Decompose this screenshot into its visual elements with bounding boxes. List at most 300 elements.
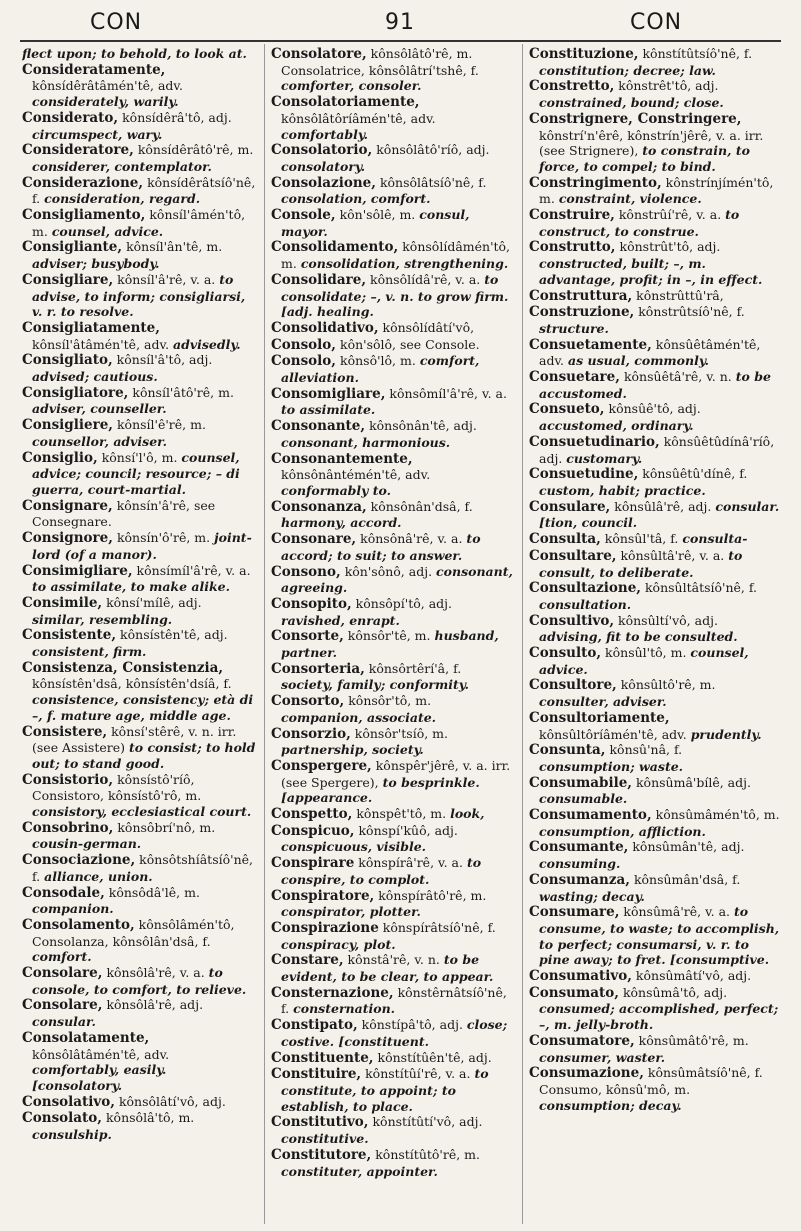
definition: consonant, harmonious. (281, 434, 451, 450)
pronunciation-grammar: kônsônântémén'tê, adv. (281, 467, 431, 483)
pronunciation-grammar: kônstítûtô'rê, m. (375, 1146, 481, 1162)
pronunciation-grammar: kônsôlâ'tô, m. (105, 1110, 195, 1126)
headword: Consulare, (529, 498, 611, 515)
pronunciation-grammar: kônstrûttû'râ, (636, 287, 724, 303)
headword: Consideratamente, (22, 61, 166, 78)
definition: to assimilate, to make alike. (32, 579, 230, 595)
pronunciation-grammar: kônsûmâtí'vô, adj. (635, 968, 752, 984)
dictionary-entry (529, 677, 781, 709)
headword: Constipato, (271, 1017, 358, 1034)
definition: accustomed, ordinary. (539, 418, 694, 434)
dictionary-entry (529, 207, 781, 239)
definition: society, family; conformity. (281, 677, 469, 693)
definition: consistory, ecclesiastical court. (32, 804, 252, 820)
definition: counsel, advice. (51, 223, 164, 239)
pronunciation-grammar: kônspêr'jêrê, v. a. irr. (see Spergere), (281, 757, 511, 790)
pronunciation-grammar: kônsûl'tâ, f. (604, 531, 679, 547)
definition: advising, fit to be consulted. (539, 629, 738, 645)
dictionary-entry (529, 111, 781, 175)
headword: Conspiratore, (271, 887, 375, 904)
definition: comfort, alleviation. (281, 353, 480, 386)
headword: Consultore, (529, 677, 617, 694)
pronunciation-grammar: kônsômíl'â'rê, v. a. (389, 385, 507, 401)
pronunciation-grammar: kônspírâtsíô'nê, f. (382, 919, 496, 935)
definition: consumption; waste. (539, 758, 684, 774)
dictionary-entry (22, 320, 258, 352)
headword: Consigliatamente, (22, 319, 160, 336)
pronunciation-grammar: kônsôdâ'lê, m. (108, 884, 200, 900)
pronunciation-grammar: kônsídêrâtsíô'nê, f. (32, 174, 256, 207)
headword: Consonare, (271, 531, 357, 548)
column-divider (522, 44, 523, 1224)
headword: Conspirazione (271, 919, 379, 936)
definition: to be accustomed. (539, 369, 771, 401)
definition: comfort. (32, 949, 92, 965)
dictionary-entry (22, 352, 258, 384)
definition: consul, mayor. (281, 207, 470, 239)
pronunciation-grammar: kônsônân'tê, adj. (369, 418, 477, 434)
definition: companion. (32, 901, 114, 917)
definition: adviser; busybody. (32, 256, 160, 272)
definition: wasting; decay. (539, 888, 645, 904)
definition: to consume, to waste; to accomplish, to perfect; consumarsi, v. r. to pine away; to fret. [consumptive. (539, 904, 780, 968)
headword: Construtto, (529, 239, 616, 256)
headword: Consulta, (529, 531, 601, 548)
pronunciation-grammar: kônspírâtô'rê, m. (378, 887, 487, 903)
pronunciation-grammar: kônsín'â'rê, see Consegnare. (32, 497, 216, 530)
headword: Consuetamente, (529, 336, 652, 353)
pronunciation-grammar: kônsûmâtô'rê, m. (638, 1032, 749, 1048)
headword: Considerato, (22, 109, 119, 126)
dictionary-entry (529, 499, 781, 531)
pronunciation-grammar: kônsôlídâ'rê, v. a. (370, 271, 481, 287)
dictionary-entry (271, 175, 515, 207)
headword: Consulto, (529, 645, 602, 662)
headword: Consumante, (529, 839, 629, 856)
definition: consumer, waster. (539, 1049, 666, 1065)
definition: close; costive. [constituent. (281, 1017, 508, 1049)
dictionary-entry (271, 1050, 515, 1067)
headword: Consonante, (271, 418, 366, 435)
definition: to construct, to construe. (539, 207, 740, 239)
definition: husband, partner. (281, 628, 499, 661)
definition: prudently. (690, 726, 762, 742)
running-head-right: CON (630, 10, 683, 35)
dictionary-entry (529, 304, 781, 336)
pronunciation-grammar: kônsôlâtô'ríô, adj. (376, 142, 490, 158)
pronunciation-grammar: kônstípâ'tô, adj. (361, 1017, 463, 1033)
headword: Consultare, (529, 547, 617, 564)
definition: to constrain, to force, to compel; to bind. (539, 143, 750, 174)
dictionary-entry (529, 401, 781, 433)
dictionary-entry (22, 917, 258, 965)
pronunciation-grammar: kônsô'lô, m. (340, 353, 416, 369)
definition: constrained, bound; close. (539, 95, 724, 111)
definition: consumable. (539, 791, 628, 807)
pronunciation-grammar: kônstítûên'tê, adj. (377, 1049, 492, 1065)
headword: Consolazione, (271, 174, 376, 191)
pronunciation-grammar: kônstrûtsíô'nê, f. (638, 304, 745, 320)
pronunciation-grammar: kônsí'stêrê, v. n. irr. (see Assistere) (32, 723, 237, 756)
running-head-left: CON (90, 10, 143, 35)
dictionary-entry (22, 852, 258, 884)
dictionary-entry (529, 337, 781, 369)
dictionary-entry (529, 985, 781, 1033)
definition: comfortably, easily. [consolatory. (32, 1062, 167, 1093)
dictionary-entry (529, 531, 781, 548)
pronunciation-grammar: kônstrût'tô, adj. (619, 239, 721, 255)
definition: considerately, warily. (32, 94, 179, 110)
definition: consuming. (539, 856, 621, 872)
pronunciation-grammar: kônsíl'âtô'rê, m. (132, 384, 234, 400)
dictionary-entry (271, 320, 515, 337)
dictionary-entry (271, 806, 515, 823)
pronunciation-grammar: kônspí'kûô, adj. (358, 822, 458, 838)
dictionary-entry (529, 175, 781, 207)
definition: ravished, enrapt. (281, 612, 400, 628)
definition: counsel, advice; council; resource; – di guerra, court-martial. (32, 449, 240, 497)
headword: Consultazione, (529, 580, 641, 597)
headword: Consuetudinario, (529, 433, 660, 450)
headword: Consistorio, (22, 771, 114, 788)
definition: consolation, comfort. (281, 191, 431, 207)
definition: consumption; decay. (539, 1097, 682, 1113)
pronunciation-grammar: kônsídêrâ'tô, adj. (122, 109, 232, 125)
dictionary-entry (271, 531, 515, 563)
definition: look, (450, 806, 485, 822)
dictionary-entry (529, 288, 781, 305)
pronunciation-grammar: kônsôlâtsíô'nê, f. (379, 174, 487, 190)
headword: Consigliante, (22, 239, 123, 256)
headword: Consistere, (22, 723, 108, 740)
pronunciation-grammar: kônsôlâtí'vô, adj. (118, 1093, 226, 1109)
definition: advised; cautious. (32, 369, 158, 385)
definition: similar, resembling. (32, 611, 173, 627)
dictionary-entry (22, 724, 258, 772)
definition: consulter, adviser. (539, 694, 667, 710)
pronunciation-grammar: kônsíl'âtâmén'tê, adv. (32, 336, 170, 352)
pronunciation-grammar: kônsûmân'tê, adj. (632, 839, 745, 855)
pronunciation-grammar: kônsûmân'dsâ, f. (633, 871, 741, 887)
pronunciation-grammar: kônsûmâmén'tô, m. (655, 807, 780, 823)
dictionary-entry (22, 272, 258, 320)
dictionary-entry (22, 498, 258, 530)
definition: consultation. (539, 596, 632, 612)
dictionary-entry (22, 62, 258, 110)
dictionary-entry (529, 46, 781, 78)
headword: Consigliato, (22, 352, 113, 369)
pronunciation-grammar: kônsí'l'ô, m. (101, 449, 178, 465)
pronunciation-grammar: kônsûmâ'tô, adj. (622, 984, 728, 1000)
pronunciation-grammar: kônsûmâtsíô'nê, f. Consumo, kônsû'mô, m. (539, 1065, 763, 1097)
dictionary-entry (271, 46, 515, 94)
headword: Consigliere, (22, 417, 113, 434)
pronunciation-grammar: kônsûmâ'bílê, adj. (635, 774, 751, 790)
headword: Consociazione, (22, 852, 136, 869)
definition: constraint, violence. (558, 191, 702, 207)
definition: companion, associate. (281, 709, 437, 725)
dictionary-entry (529, 807, 781, 839)
definition: consulship. (32, 1127, 112, 1143)
headword: Consorzio, (271, 725, 351, 742)
headword: Consigliare, (22, 271, 114, 288)
pronunciation-grammar: kônsôbrí'nô, m. (117, 819, 216, 835)
pronunciation-grammar: kônsûêtâ'rê, v. n. (623, 369, 732, 385)
dictionary-entry (271, 823, 515, 855)
pronunciation-grammar: kôn'sôlê, m. (339, 207, 416, 223)
definition: to console, to comfort, to relieve. (32, 965, 247, 997)
dictionary-entry (529, 1065, 781, 1113)
dictionary-entry (529, 742, 781, 774)
headword: Constringimento, (529, 174, 662, 191)
dictionary-entry (271, 272, 515, 320)
dictionary-entry (22, 627, 258, 659)
dictionary-entry (271, 353, 515, 385)
pronunciation-grammar: kônsûltâtsíô'nê, f. (644, 580, 758, 596)
definition: to conspire, to complot. (281, 855, 482, 887)
headword: Constitutore, (271, 1146, 372, 1163)
pronunciation-grammar: kônsíl'â'tô, adj. (116, 352, 213, 368)
dictionary-entry (271, 451, 515, 499)
pronunciation-grammar: kônsôlídâtí'vô, (382, 319, 475, 335)
column-divider (264, 44, 265, 1224)
pronunciation-grammar: kônsíl'âmén'tô, m. (32, 207, 246, 239)
pronunciation-grammar: kônstrínjímén'tô, m. (539, 174, 774, 207)
headword: Consultivo, (529, 612, 615, 629)
dictionary-entry (22, 142, 258, 174)
dictionary-entry (271, 985, 515, 1017)
dictionary-entry (271, 386, 515, 418)
pronunciation-grammar: kônsôlídâmén'tô, m. (281, 239, 511, 272)
headword: Consueto, (529, 401, 605, 418)
headword: Consignare, (22, 497, 113, 514)
dictionary-entry (22, 110, 258, 142)
dictionary-entry (22, 46, 258, 62)
dictionary-entry (529, 548, 781, 580)
definition: constituter, appointer. (281, 1163, 438, 1179)
definition: constitutive. (281, 1131, 369, 1147)
definition: to accord; to suit; to answer. (281, 531, 481, 563)
headword: Conspicuo, (271, 822, 355, 839)
pronunciation-grammar: kônstítûtí'vô, adj. (372, 1114, 483, 1130)
pronunciation-grammar: kônspêt'tô, m. (356, 806, 447, 822)
dictionary-entry (22, 530, 258, 562)
headword: Construzione, (529, 304, 635, 321)
headword: Consigliatore, (22, 384, 129, 401)
definition: partnership, society. (281, 742, 424, 758)
headword: Constituzione, (529, 46, 639, 62)
pronunciation-grammar: kônsôr'tsíô, m. (354, 725, 449, 741)
pronunciation-grammar: kônsû'nâ, f. (609, 742, 683, 758)
headword: Consultoriamente, (529, 709, 670, 726)
dictionary-column-1 (22, 46, 258, 1221)
headword: Consopito, (271, 595, 352, 612)
pronunciation-grammar: kônsûltôríâmén'tê, adv. (539, 726, 687, 742)
dictionary-entry (529, 968, 781, 985)
definition: circumspect, wary. (32, 126, 163, 142)
dictionary-entry (271, 855, 515, 887)
pronunciation-grammar: kônsôr'tê, m. (347, 628, 431, 644)
dictionary-entry (529, 369, 781, 401)
headword: Consimile, (22, 594, 103, 611)
dictionary-entry (271, 418, 515, 450)
dictionary-entry (529, 1033, 781, 1065)
headword: Constretto, (529, 78, 615, 95)
dictionary-entry (22, 1110, 258, 1142)
headword: Consorto, (271, 693, 345, 710)
definition: to be evident, to be clear, to appear. (281, 952, 494, 985)
dictionary-entry (22, 965, 258, 997)
dictionary-entry (22, 820, 258, 852)
headword: Construttura, (529, 287, 633, 304)
headword: Consignore, (22, 530, 113, 547)
dictionary-entry (271, 499, 515, 531)
dictionary-entry (529, 839, 781, 871)
headword: Consolato, (22, 1110, 102, 1127)
definition: joint-lord (of a manor). (32, 530, 252, 562)
pronunciation-grammar: kônstrêt'tô, adj. (618, 78, 719, 94)
pronunciation-grammar: kônsídêrâtô'rê, m. (137, 142, 254, 158)
headword: Consuetare, (529, 369, 620, 386)
dictionary-entry (22, 772, 258, 820)
dictionary-entry (271, 94, 515, 142)
dictionary-entry (529, 645, 781, 677)
dictionary-entry (271, 1147, 515, 1179)
headword: Consolatamente, (22, 1029, 150, 1046)
headword: Consolativo, (22, 1093, 115, 1110)
definition: conspiracy, plot. (281, 936, 396, 952)
headword: Consumato, (529, 984, 619, 1001)
dictionary-entry (22, 450, 258, 498)
pronunciation-grammar: kônsístên'tê, adj. (120, 627, 228, 643)
pronunciation-grammar: kônsístô'ríô, Consistoro, kônsístô'rô, m. (32, 771, 202, 804)
definition: considerer, contemplator. (32, 158, 212, 174)
dictionary-entry (22, 660, 258, 724)
headword: Conspetto, (271, 806, 353, 823)
dictionary-entry (529, 775, 781, 807)
headword: Consonantemente, (271, 450, 413, 467)
dictionary-entry (271, 920, 515, 952)
headword: Consimigliare, (22, 562, 133, 579)
pronunciation-grammar: kônsûmâ'rê, v. a. (623, 904, 731, 920)
definition: to consolidate; –, v. n. to grow firm. [adj. healing. (281, 271, 509, 320)
pronunciation-grammar: kônsôpí'tô, adj. (355, 595, 452, 611)
headword: Conspergere, (271, 757, 372, 774)
pronunciation-grammar: kônsûlâ'rê, adj. (614, 498, 712, 514)
dictionary-entry (271, 142, 515, 174)
dictionary-entry (529, 580, 781, 612)
definition: consonant, agreeing. (281, 563, 513, 596)
pronunciation-grammar: kônsôlâ'rê, v. a. (106, 965, 205, 981)
definition: custom, habit; practice. (539, 482, 706, 498)
dictionary-entry (22, 239, 258, 271)
dictionary-entry (529, 466, 781, 498)
dictionary-entry (271, 628, 515, 660)
dictionary-entry (22, 885, 258, 917)
definition: customary. (566, 450, 643, 466)
pronunciation-grammar: kônsíl'â'rê, v. a. (117, 271, 216, 287)
dictionary-entry (22, 1030, 258, 1094)
headword: Considerazione, (22, 174, 144, 191)
headword: Consolidativo, (271, 319, 379, 336)
definition: harmony, accord. (281, 515, 402, 531)
dictionary-entry (271, 239, 515, 271)
dictionary-entry (22, 1094, 258, 1111)
definition: consolatory. (281, 158, 366, 174)
pronunciation-grammar: kônsûêtû'dínê, f. (642, 466, 748, 482)
pronunciation-grammar: kônsôlâmén'tô, Consolanza, kônsôlân'dsâ, f. (32, 916, 235, 949)
pronunciation-grammar: kônstítûtsíô'nê, f. (642, 46, 753, 61)
headword: Constituente, (271, 1049, 374, 1066)
dictionary-column-3 (529, 46, 781, 1221)
dictionary-entry (529, 904, 781, 968)
definition: consulta- (682, 531, 748, 547)
headword: Consodale, (22, 884, 105, 901)
pronunciation-grammar: kônsônâ'rê, v. a. (360, 531, 463, 547)
headword: Consolatoriamente, (271, 94, 420, 111)
headword: Consolatorio, (271, 142, 373, 159)
headword: Consomigliare, (271, 385, 386, 402)
dictionary-entry (271, 564, 515, 596)
definition: counsellor, adviser. (32, 433, 167, 449)
headword: Consonanza, (271, 498, 367, 515)
pronunciation-grammar: kônsûl'tô, m. (605, 645, 687, 661)
headword: Consolare, (22, 965, 103, 982)
pronunciation-grammar: kônsôlâ'rê, adj. (106, 997, 204, 1013)
dictionary-entry (22, 595, 258, 627)
dictionary-column-2 (271, 46, 515, 1221)
dictionary-entry (271, 337, 515, 354)
headword: Consumanza, (529, 871, 630, 888)
dictionary-entry (22, 385, 258, 417)
headword: Consorte, (271, 628, 344, 645)
headword: Constrignere, Constringere, (529, 110, 742, 127)
dictionary-entry (271, 1066, 515, 1114)
headword: Consolidare, (271, 271, 367, 288)
headword: Consolidamento, (271, 239, 399, 256)
definition: to assimilate. (281, 402, 376, 418)
headword: Constitutivo, (271, 1114, 369, 1131)
definition: consternation. (293, 1001, 396, 1017)
definition: consolidation, strengthening. (300, 256, 509, 272)
headword: Constare, (271, 952, 344, 969)
dictionary-entry (22, 563, 258, 595)
definition: consumption, affliction. (539, 823, 706, 839)
dictionary-entry (271, 758, 515, 806)
definition: consistence, consistency; età di –, f. mature age, middle age. (32, 692, 254, 723)
headword: Consolo, (271, 336, 337, 353)
definition: comfortably. (281, 126, 369, 142)
dictionary-entry (529, 613, 781, 645)
dictionary-entry (529, 710, 781, 742)
definition: consideration, regard. (44, 191, 201, 207)
definition: alliance, union. (44, 868, 153, 884)
pronunciation-grammar: kônsôlâtôríâmén'tê, adv. (281, 110, 436, 126)
headword: Consono, (271, 563, 341, 580)
definition: consistent, firm. (32, 644, 147, 660)
pronunciation-grammar: kônstêrnâtsíô'nê, f. (281, 984, 507, 1017)
dictionary-entry (529, 239, 781, 287)
pronunciation-grammar: kônsôrtêrí'â, f. (368, 660, 462, 676)
dictionary-entry (271, 661, 515, 693)
pronunciation-grammar: kônspírâ'rê, v. a. (358, 855, 463, 871)
definition: constitution; decree; law. (539, 62, 716, 78)
pronunciation-grammar: kônstrûí'rê, v. a. (618, 207, 722, 223)
definition: consular. [tion, council. (539, 498, 780, 531)
definition: comforter, consoler. (281, 78, 422, 94)
definition: adviser, counseller. (32, 401, 167, 417)
pronunciation-grammar: kônsídêrâtâmén'tê, adv. (32, 78, 183, 94)
